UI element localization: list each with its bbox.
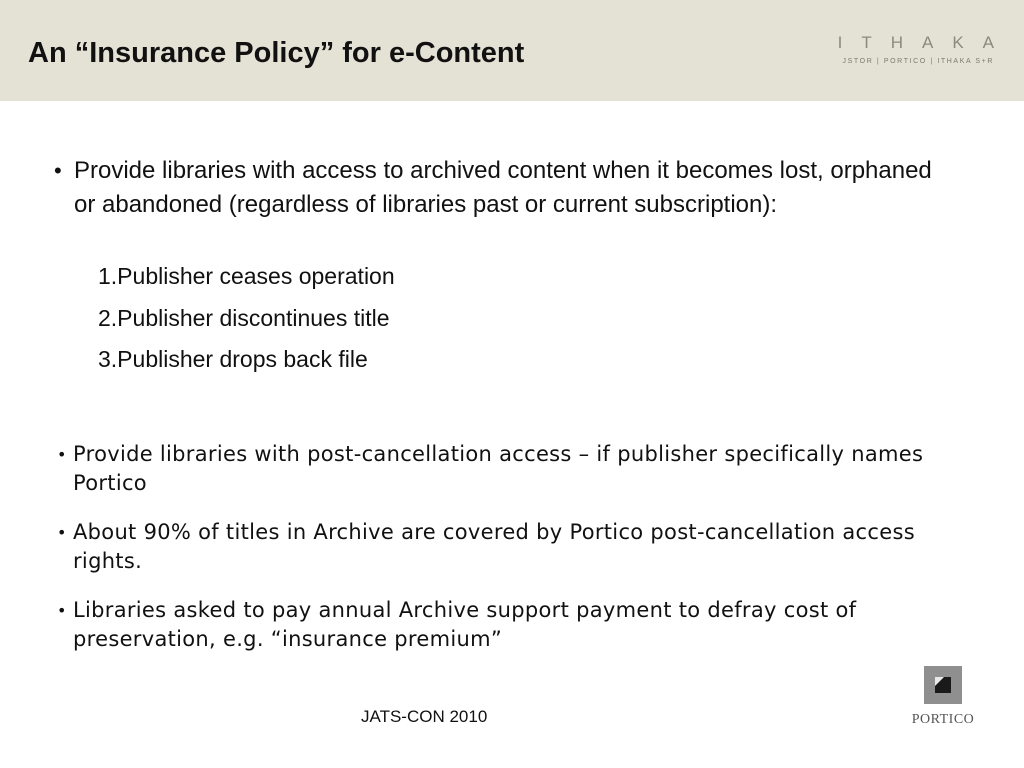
bullet-main: [54, 154, 944, 222]
bullet-text: Libraries asked to pay annual Archive support payment to defray cost of preservation, e.g. “insurance premium”: [73, 598, 857, 651]
bullet-marker: •: [57, 601, 67, 620]
bullet-text: Provide libraries with post-cancellation access – if publisher specifically names Portico: [73, 442, 924, 495]
sub-item-2: 2.Publisher discontinues title: [98, 305, 390, 331]
bullet-marker: •: [57, 523, 67, 542]
footer-event: JATS-CON 2010: [361, 707, 488, 726]
bullet-item: [57, 440, 937, 498]
bullet-main-text: Provide libraries with access to archived content when it becomes lost, orphaned or abandoned (regardless of libraries past or current subscription):: [74, 157, 932, 218]
bullet-item: [57, 518, 937, 576]
portico-logo-icon: [924, 666, 962, 704]
ithaka-logo-name: ITHAKA: [837, 33, 1013, 52]
bullet-text: About 90% of titles in Archive are covered by Portico post-cancellation access rights.: [73, 520, 915, 573]
portico-logo-word: PORTICO: [911, 712, 975, 727]
portico-logo: [908, 666, 978, 728]
slide-title: An “Insurance Policy” for e-Content: [28, 37, 525, 69]
ithaka-logo-tagline: JSTOR | PORTICO | ITHAKA S+R: [842, 58, 994, 65]
sub-item-3: 3.Publisher drops back file: [98, 346, 368, 372]
sub-item-1: 1.Publisher ceases operation: [98, 263, 395, 289]
bullet-item: [57, 596, 937, 654]
bullet-marker: •: [57, 445, 67, 464]
bullet-marker: •: [54, 158, 62, 183]
